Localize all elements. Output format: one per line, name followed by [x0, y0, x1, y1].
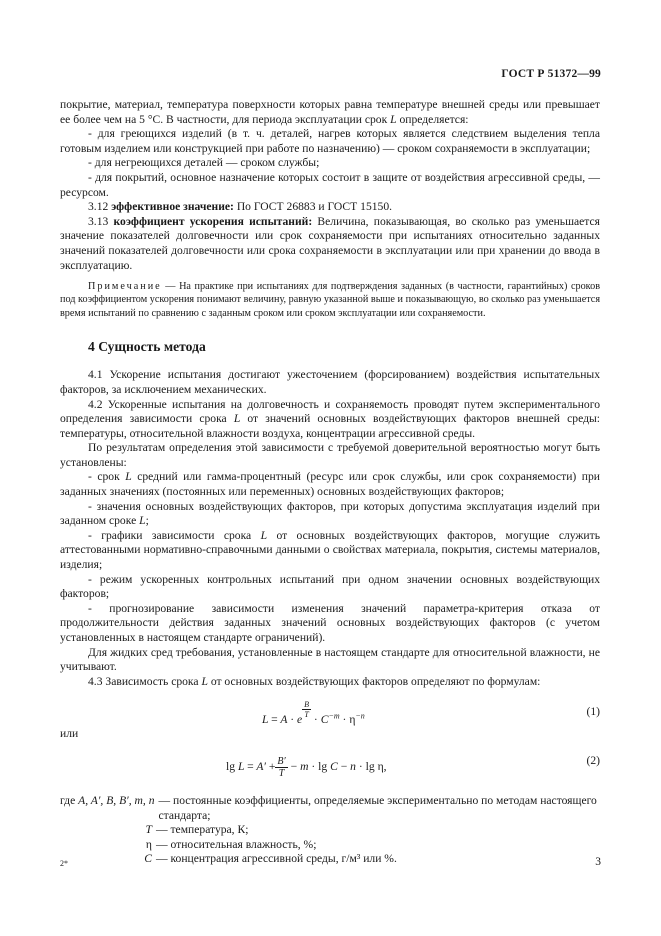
- list-item-forecast: - прогнозирование зависимости изменения значений параметра-критерия отказа от продолжительности действия заданных значений основных воздействующих факторов (с учетом установленных в настоящем стандарте ограничений).: [60, 601, 600, 645]
- formula-2-fraction: $\frac{B'}{T}$: [277, 755, 286, 779]
- symbol-definitions: [60, 794, 600, 867]
- paragraph-results: По результатам определения этой зависимости с требуемой доверительной вероятностью могут быть установлены:: [60, 441, 600, 469]
- paragraph-4-1: 4.1 Ускорение испытания достигают ужесточением (форсированием) воздействия испытательных факторов, за исключением механических.: [60, 368, 600, 396]
- bullet-coatings: - для покрытий, основное назначение которых состоит в защите от воздействия агрессивной среды, — ресурсом.: [60, 170, 600, 199]
- definition-3-12: 3.12 эффективное значение: По ГОСТ 26883 и ГОСТ 15150.: [88, 200, 393, 214]
- definition-3-13: 3.13 коэффициент ускорения испытаний: Величина, показывающая, во сколько раз уменьшается значение показателей долговечности или срок сохраняемости при испытаниях относительно заданных значений показателей долговечности или срока сохраняемости в эксплуатации или при хранении до ввода в эксплуатацию.: [60, 214, 600, 272]
- formula-2-number: (2): [586, 753, 600, 767]
- formula-1: L = A · e $^{\frac{B}{T}}$ · $C^{-m} \cdot \eta^{-n}$ (1): [262, 700, 600, 727]
- page-content: [60, 98, 600, 867]
- note: Примечание — На практике при испытаниях для подтверждения заданных (в частности, гарантийных) сроков под коэффициентом ускорения понимают величину, равную указанной выше и показывающую, во сколько раз уменьшается время испытаний по сравнению с заданным сроком или сроком эксплуатации или сохраняемости.: [60, 281, 601, 319]
- formula-1-number: (1): [586, 705, 600, 719]
- list-item-mode: - режим ускоренных контрольных испытаний при одном значении основных воздействующих факторов;: [60, 572, 600, 601]
- paragraph-4-2: 4.2 Ускоренные испытания на долговечность и сохраняемость проводят путем экспериментального определения зависимости срока L от значений основных воздействующих факторов внешней среды: температуры, относительной влажности воздуха, концентрации агрессивной среды.: [60, 397, 600, 440]
- formula-2: lg L = A′ + $\frac{B'}{T}$ − m · lg C − n · lg η, (2): [226, 753, 600, 779]
- or-word: или: [60, 727, 79, 741]
- paragraph-4-3: 4.3 Зависимость срока L от основных воздействующих факторов определяют по формулам:: [88, 674, 541, 688]
- paragraph-liquids: Для жидких сред требования, установленные в настоящем стандарте для относительной влажности, не учитывают.: [60, 645, 600, 674]
- running-head: ГОСТ Р 51372—99: [501, 68, 601, 80]
- definition-temperature: T — температура, К;: [145, 823, 249, 837]
- page-number: 3: [595, 856, 601, 868]
- bullet-heating: - для греющихся изделий (в т. ч. деталей, нагрев которых является следствием выделения тепла готовым изделием или конструкцией при работе по назначению) — сроком сохраняемости в эксплуатации;: [60, 127, 600, 155]
- note-label: Примечание: [88, 281, 162, 293]
- bullet-nonheating: - для негреющихся деталей — сроком службы;: [88, 156, 320, 170]
- list-item-graphs: - графики зависимости срока L от основных воздействующих факторов, могущие служить аттестованными нормативно-справочными данными о свойствах материала, покрытия, системы материалов, изделия;: [60, 528, 600, 572]
- section-4-title: 4 Сущность метода: [88, 338, 206, 354]
- definition-coefficients: где A, A′, B, B′, m, n — постоянные коэффициенты, определяемые экспериментально по методам настоящего стандарта;: [60, 793, 597, 822]
- paragraph-continuation: покрытие, материал, температура поверхности которых равна температуре внешней среды или превышает ее более чем на 5 °С. В частности, для периода эксплуатации срок L определяется:: [60, 98, 600, 126]
- definition-concentration: C — концентрация агрессивной среды, г/м³ или %.: [144, 852, 397, 866]
- definition-humidity: η — относительная влажность, %;: [145, 837, 317, 851]
- list-item-term: - срок L средний или гамма-процентный (ресурс или срок службы, или срок сохраняемости) при заданных значениях (постоянных или переменных) основных воздействующих факторов;: [60, 470, 600, 499]
- signature-mark: 2*: [60, 859, 68, 868]
- list-item-values: - значения основных воздействующих факторов, при которых допустима эксплуатация изделий при заданном сроке L;: [60, 499, 600, 528]
